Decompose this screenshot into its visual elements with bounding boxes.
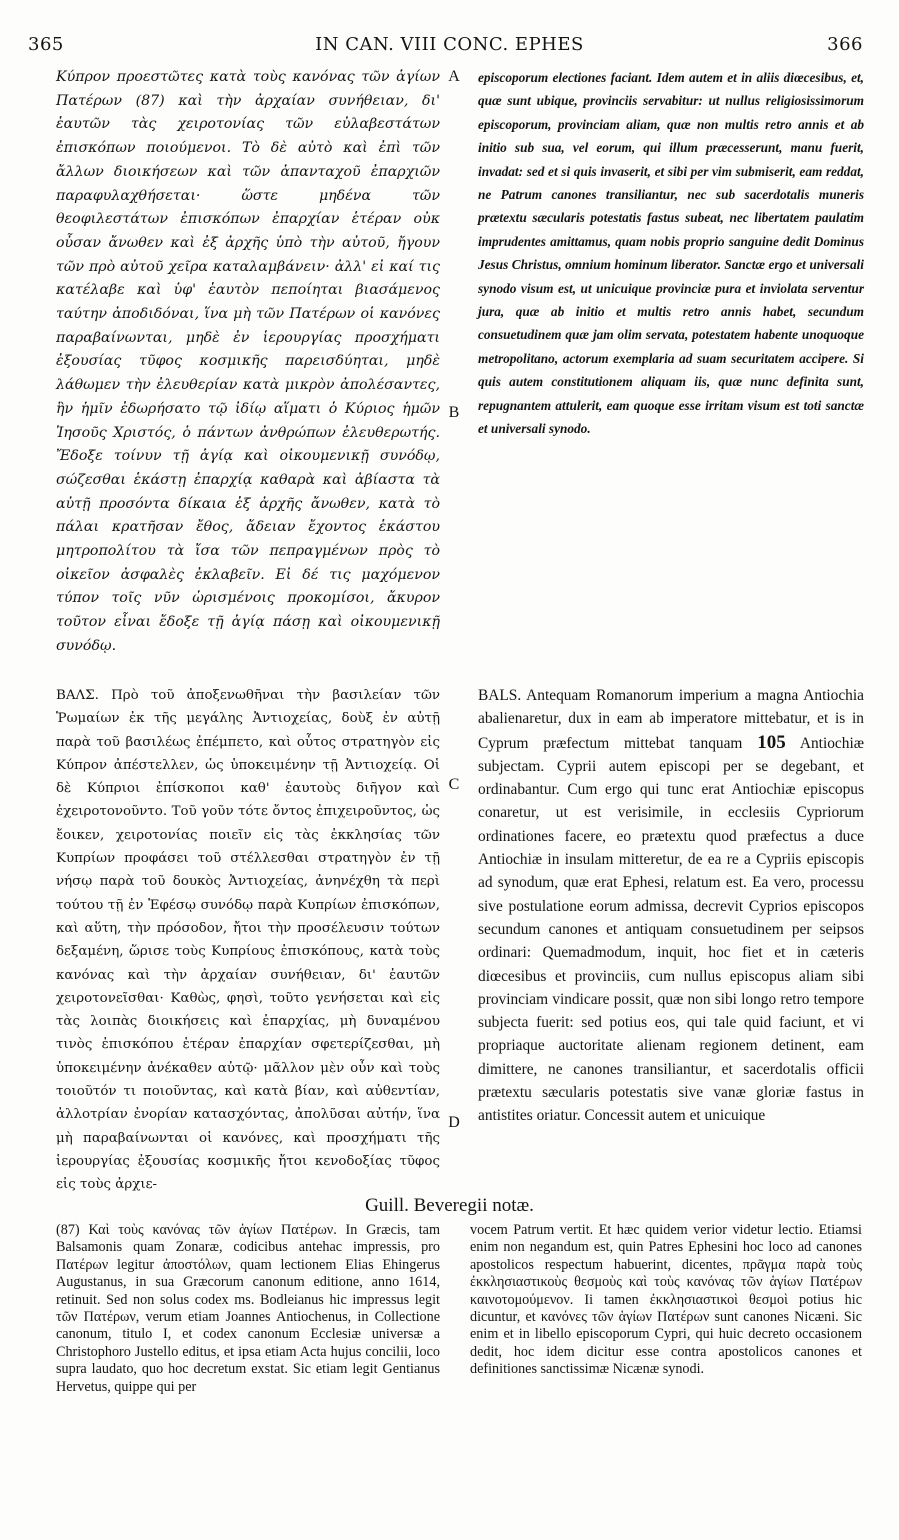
page-number-left: 365 <box>28 34 64 55</box>
margin-marker-d: D <box>448 1114 460 1131</box>
greek-canon-paragraph: Κύπρον προεστῶτες κατὰ τοὺς κανόνας τῶν ἁγίων Πατέρων (87) καὶ τὴν ἀρχαίαν συνήθειαν, δι' ἑαυτῶν τὰς χειροτονίας τῶν εὐλαβεστάτων ἐπισκόπων ποιούμενοι. Τὸ δὲ αὐτὸ καὶ ἐπὶ τῶν ἄλλων διοικήσεων καὶ τῶν ἁπανταχοῦ ἐπαρχιῶν παραφυλαχθήσεται· ὥστε μηδένα τῶν θεοφιλεστάτων ἐπισκόπων ἐπαρχίαν ἑτέραν οὐκ οὖσαν ἄνωθεν καὶ ἐξ ἀρχῆς ὑπὸ τὴν αὐτοῦ, ἤγουν τῶν πρὸ αὐτοῦ χεῖρα καταλαμβάνειν· ἀλλ' εἰ καί τις κατέλαβε καὶ ὑφ' ἑαυτὸν πεποίηται βιασάμενος ταύτην ἀποδιδόναι, ἵνα μὴ τῶν Πατέρων οἱ κανόνες παραβαίνωνται, μηδὲ ἐν ἱερουργίας προσχήματι ἐξουσίας τῦφος κοσμικῆς παρεισδύηται, μηδὲ λάθωμεν τὴν ἐλευθερίαν κατὰ μικρὸν ἀπολέσαντες, ἣν ἡμῖν ἐδωρήσατο τῷ ἰδίῳ αἵματι ὁ Κύριος ἡμῶν Ἰησοῦς Χριστός, ὁ πάντων ἀνθρώπων ἐλευθερωτής. Ἔδοξε τοίνυν τῇ ἁγίᾳ καὶ οἰκουμενικῇ συνόδῳ, σώζεσθαι ἑκάστῃ ἐπαρχίᾳ καθαρὰ καὶ ἀβίαστα τὰ αὐτῇ προσόντα δίκαια ἐξ ἀρχῆς ἄνωθεν, κατὰ τὸ πάλαι κρατῆσαν ἔθος, ἄδειαν ἔχοντος ἑκάστου μητροπολίτου τὰ ἴσα τῶν πεπραγμένων πρὸς τὸ οἰκεῖον ἀσφαλὲς ἐκλαβεῖν. Εἰ δέ τις μαχόμενον τύπον τοῖς νῦν ὡρισμένοις προκομίσοι, ἄκυρον τοῦτον εἶναι ἔδοξε τῇ ἁγίᾳ πάσῃ καὶ οἰκουμενικῇ συνόδῳ. <box>56 69 440 654</box>
note-right-column <box>470 1222 862 1522</box>
notes-heading: Guill. Beveregii notæ. <box>365 1195 534 1216</box>
latin-commentary-text <box>478 684 864 1184</box>
running-title: IN CAN. VIII CONC. EPHES <box>315 34 584 55</box>
latin-commentary-part-1: BALS. Antequam Romanorum imperium a magna Antiochia abalienaretur, dux in eam ab imperatore mittebatur, et is in Cyprum præfectum mittebat tanquam <box>478 687 864 752</box>
margin-marker-b: B <box>448 404 460 421</box>
margin-marker-c: C <box>448 776 460 793</box>
note-left-column <box>56 1222 440 1522</box>
note-87-left: (87) Καὶ τοὺς κανόνας τῶν ἁγίων Πατέρων. In Græcis, tam Balsamonis quam Zonaræ, codicibus antehac impressis, pro Πατέρων legitur ἀποστόλων, quam lectionem Elias Ehingerus Augustanus, in sua Græcorum canonum editione, anno 1614, retinuit. Sed non solus codex ms. Bodleianus hic impressus legit τῶν Πατέρων, verum etiam Joannes Antiochenus, in Collectione canonum, titulo I, et codex canonum Ecclesiæ universæ a Christophoro Justello editus, et ipsa etiam Acta hujus concilii, loco supra laudato, quo hoc decretum exstat. Sic etiam legit Gentianus Hervetus, quippe qui per <box>56 1222 440 1395</box>
column-number: 105 <box>757 731 786 753</box>
latin-canon-text <box>478 66 864 578</box>
latin-canon-paragraph: episcoporum electiones faciant. Idem autem et in aliis diœcesibus, et, quæ sunt ubique, provinciis servabitur: ut nullus religiosissimorum episcoporum, provinciam aliam, quæ non multis retro annis et ab initio sub sua, vel eorum, qui illum præcesserunt, manu fuerit, invadat: sed et si quis invaserit, et sibi per vim submiserit, eam reddat, ne Patrum canones transiliantur, nec sub sacerdotalis muneris prætextu sæcularis potestatis fastus subeat, nec libertatem paulatim imprudentes amittamus, quam nobis proprio sanguine dedit Dominus Jesus Christus, omnium hominum liberator. Sanctæ ergo et universali synodo visum est, ut unicuique provinciæ pura et inviolata serventur jura, quæ ab initio et multis retro annis habet, secundum consuetudinem quæ jam olim servata, potestatem habente unoquoque metropolitano, actorum exemplaria ad suam securitatem accipere. Si quis autem constitutionem aliquam iis, quæ nunc definita sunt, repugnantem attulerit, eam quoque esse irritam visum est toti sanctæ et universali synodo. <box>478 70 864 437</box>
margin-marker-a: A <box>448 68 460 85</box>
greek-commentary-text <box>56 684 440 1193</box>
latin-commentary-part-2: Antiochiæ subjectam. Cyprii autem episcopi per se degebant, et ordinabantur. Cum ergo qui tunc erat Antiochiæ episcopus conaretur, ut est verisimile, in ecclesiis Cypriorum ordinationes facere, eo prætextu quod præfectus a duce Antiochiæ in insulam mitteretur, de ea re a Cypriis episcopis ad synodum, quæ erat Ephesi, relatum est. Ea vero, processu sive postulatione eorum admissa, decrevit Cyprios episcopos secundum canones et antiquam consuetudinem per seipsos ordinari: Quemadmodum, inquit, hoc fiet et in cæteris diœcesibus et provinciis, cum nullus episcopus aliam sibi provinciam vindicare possit, quæ non sibi longo retro tempore subjecta fuerit: sed potius eos, qui tale quid faciunt, et vi propriaque auctoritate alienam regionem detinent, eam dimittere, ne canones transiliantur, et sacerdotalis officii prætextu sæcularis potestatis sive vanæ gloriæ fastus in antistites oriatur. Concessit autem et unicuique <box>478 734 864 1125</box>
greek-canon-text <box>56 66 440 678</box>
note-87-right: vocem Patrum vertit. Et hæc quidem verior videtur lectio. Etiamsi enim non negandum est, quin Patres Ephesini hoc loco ad canones apostolicos respectum habuerint, dicentes, πρᾶγμα παρὰ τοὺς ἐκκλησιαστικοὺς θεσμοὺς καὶ τοὺς κανόνας τῶν ἁγίων Πατέρων καινοτομούμενον. Ii tamen ἐκκλησιαστικοὶ θεσμοὶ potius hic dicuntur, et κανόνες τῶν ἁγίων Πατέρων sunt canones Nicæni. Sic enim et in libello episcoporum Cypri, qui huic decreto occasionem dedit, hoc idem dicitur esse contra apostolicos canones et definitiones sanctissimæ Nicænæ synodi. <box>470 1222 862 1378</box>
page-number-right: 366 <box>827 34 863 55</box>
greek-commentary-paragraph: ΒΑΛΣ. Πρὸ τοῦ ἀποξενωθῆναι τὴν βασιλείαν τῶν Ῥωμαίων ἐκ τῆς μεγάλης Ἀντιοχείας, δοὺξ ἐν αὐτῇ παρὰ τοῦ βασιλέως ἐπέμπετο, καὶ οὗτος στρατηγὸν εἰς Κύπρον ἀπέστελλεν, ὡς ὑποκειμένην τῇ Ἀντιοχείᾳ. Οἱ δὲ Κύπριοι ἐπίσκοποι καθ' ἑαυτοὺς διῆγον καὶ ἐχειροτονοῦντο. Τοῦ γοῦν τότε ὄντος ἐπιχειροῦντος, ὡς ἔοικεν, χειροτονίας ποιεῖν εἰς τὰς ἐκκλησίας τῶν Κυπρίων προφάσει τοῦ στέλλεσθαι στρατηγὸν ἐν τῇ νήσῳ παρὰ τοῦ δουκὸς Ἀντιοχείας, ἀνηνέχθη τὰ περὶ τούτου τῇ ἐν Ἐφέσῳ συνόδῳ παρὰ Κυπρίων ἐπισκόπων, καὶ αὕτη, τὴν πρόσοδον, ἤτοι τὴν προσέλευσιν τούτων δεξαμένη, ὥρισε τοὺς Κυπρίους ἐπισκόπους, κατὰ τοὺς κανόνας καὶ τὴν ἀρχαίαν συνήθειαν, δι' ἑαυτῶν χειροτονεῖσθαι· Καθὼς, φησὶ, τοῦτο γενήσεται καὶ εἰς τὰς λοιπὰς διοικήσεις καὶ ἐπαρχίας, μὴ δυναμένου τινὸς ἐπισκόπου ἑτέραν ἐπαρχίαν σφετερίζεσθαι, μὴ ὑποκειμένην ἀνέκαθεν αὐτῷ· μᾶλλον μὲν οὖν καὶ τοὺς τοιοῦτόν τι ποιοῦντας, καὶ κατὰ βίαν, καὶ αὐθεντίαν, ἀλλοτρίαν ἐνορίαν κατασχόντας, ἀπολῦσαι αὐτήν, ἵνα μὴ παραβαίνωνται οἱ κανόνες, καὶ προσχήματι τῆς ἱερουργίας ἐξουσίας κοσμικῆς ἤτοι κενοδοξίας τῦφος εἰς τοὺς ἀρχιε- <box>56 688 440 1193</box>
latin-commentary-paragraph <box>478 684 864 1128</box>
